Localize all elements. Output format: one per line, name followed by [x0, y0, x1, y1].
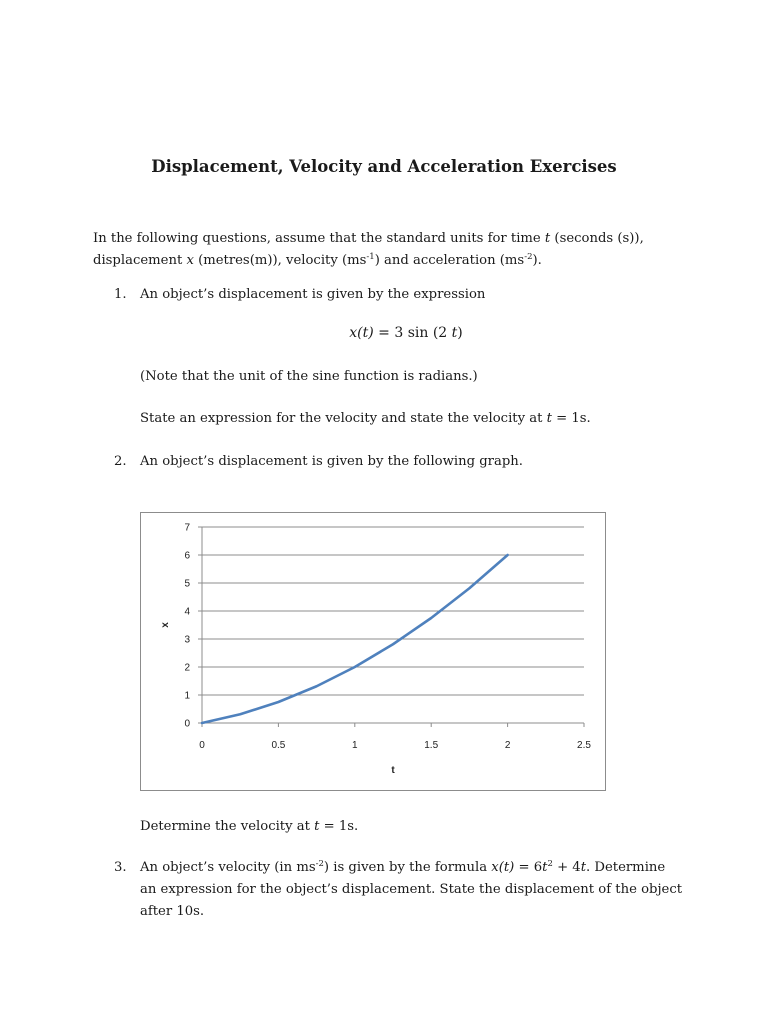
question-text: An object’s displacement is given by the expression: [140, 287, 486, 302]
q3-line-3: after 10s.: [140, 904, 205, 919]
y-tick-label: 0: [184, 718, 190, 730]
x-tick-label: 2.5: [577, 740, 591, 751]
q1-ask: State an expression for the velocity and state the velocity at t = 1s.: [140, 411, 591, 426]
question-text: [140, 857, 694, 923]
y-tick-label: 7: [184, 522, 190, 534]
question-3: [114, 857, 694, 923]
y-tick-label: 2: [184, 662, 190, 674]
intro-line-1: In the following questions, assume that the standard units for time t (seconds (s)),: [93, 231, 644, 246]
question-2: [114, 451, 694, 473]
q3-line-1: An object’s velocity (in $ms^{-2}$) is given by the formula $x(t) = 6t^2 + 4t$. Determine: [140, 859, 666, 875]
q3-line-2: an expression for the object’s displacement. State the displacement of the object: [140, 882, 683, 897]
displacement-chart: [140, 512, 606, 791]
x-tick-label: 1: [352, 740, 358, 751]
q1-note: (Note that the unit of the sine function is radians.): [140, 369, 478, 384]
x-tick-label: 1.5: [424, 740, 439, 751]
question-number: 2.: [114, 454, 127, 469]
question-1: [114, 284, 694, 306]
y-axis-title: x: [160, 622, 171, 628]
x-tick-label: 0: [199, 740, 205, 751]
x-tick-label: 2: [504, 740, 511, 751]
q1-formula: x(t) = 3 sin (2 t): [349, 325, 463, 341]
y-tick-label: 1: [184, 690, 190, 702]
y-tick-label: 3: [184, 634, 190, 646]
x-tick-label: 0.5: [271, 740, 286, 751]
y-tick-label: 6: [184, 550, 190, 562]
question-number: 3.: [114, 860, 127, 875]
y-tick-label: 5: [184, 578, 190, 590]
q2-ask: Determine the velocity at t = 1s.: [140, 819, 359, 834]
chart-svg: [141, 513, 607, 792]
intro-line-2: displacement x (metres(m)), velocity $(ms^{-1})$ and acceleration $(ms^{-2})$.: [93, 252, 542, 268]
x-axis-title: t: [391, 765, 395, 776]
y-tick-label: 4: [184, 606, 190, 618]
intro-paragraph: [93, 228, 693, 272]
page-title: Displacement, Velocity and Acceleration Exercises: [151, 157, 617, 176]
question-text: An object’s displacement is given by the following graph.: [140, 454, 523, 469]
question-number: 1.: [114, 287, 127, 302]
